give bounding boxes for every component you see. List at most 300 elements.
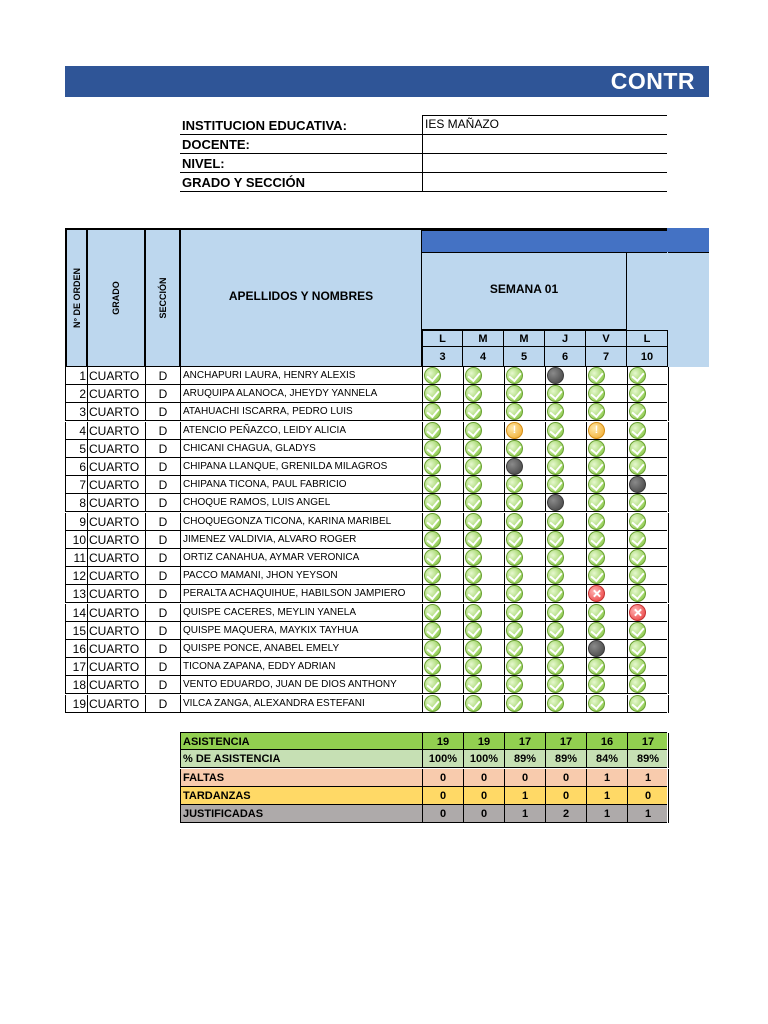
attendance-cell[interactable] [628,531,669,549]
info-label: NIVEL: [180,154,422,173]
attendance-cell[interactable] [423,440,464,458]
check-icon [629,513,646,530]
seccion-cell: D [146,385,181,403]
info-row [180,173,667,192]
grado-cell: CUARTO [88,367,146,385]
order-number: 16 [66,640,88,658]
attendance-cell[interactable] [546,585,587,603]
month-bar [422,228,709,252]
check-icon [465,549,482,566]
semana-cell [422,252,627,330]
attendance-cell[interactable] [587,549,628,567]
info-value[interactable] [422,135,667,154]
attendance-cell[interactable] [546,567,587,585]
check-icon [424,403,441,420]
seccion-cell: D [146,422,181,440]
attendance-cell[interactable] [464,513,505,531]
attendance-cell[interactable] [546,513,587,531]
check-icon [588,403,605,420]
check-icon [547,403,564,420]
day-letter: V [586,330,627,347]
attendance-cell[interactable] [464,585,505,603]
summary-value: 0 [464,787,505,805]
attendance-cell[interactable] [628,622,669,640]
table-row [65,640,667,658]
check-icon [424,640,441,657]
check-icon [465,604,482,621]
check-icon [547,695,564,712]
check-icon [629,658,646,675]
attendance-cell[interactable] [423,658,464,676]
summary-value: 1 [587,769,628,787]
check-icon [506,604,523,621]
day-letter: J [545,330,586,347]
day-letter: L [422,330,463,347]
seccion-cell: D [146,658,181,676]
check-icon [629,640,646,657]
check-icon [506,658,523,675]
summary-value: 1 [505,805,546,823]
attendance-cell[interactable] [587,531,628,549]
attendance-cell[interactable] [587,458,628,476]
check-icon [629,422,646,439]
attendance-cell[interactable] [628,567,669,585]
check-icon [424,458,441,475]
attendance-cell[interactable] [464,385,505,403]
check-icon [424,422,441,439]
check-icon [547,476,564,493]
check-icon [506,549,523,566]
info-value[interactable] [422,154,667,173]
check-icon [465,440,482,457]
attendance-cell[interactable] [628,585,669,603]
attendance-cell[interactable] [628,549,669,567]
check-icon [424,604,441,621]
attendance-cell[interactable] [546,440,587,458]
attendance-cell[interactable] [587,476,628,494]
check-icon [506,531,523,548]
attendance-cell[interactable] [505,585,546,603]
attendance-cell[interactable] [587,658,628,676]
attendance-cell[interactable] [546,385,587,403]
summary-label: JUSTIFICADAS [181,805,423,823]
header-seccion [146,230,181,366]
order-number: 5 [66,440,88,458]
check-icon [424,658,441,675]
check-icon [547,422,564,439]
attendance-cell[interactable] [628,640,669,658]
info-label: INSTITUCION EDUCATIVA: [180,116,422,135]
summary-value: 0 [464,805,505,823]
attendance-cell[interactable] [464,658,505,676]
attendance-cell[interactable] [423,422,464,440]
attendance-cell[interactable] [587,513,628,531]
check-icon [588,676,605,693]
attendance-cell[interactable] [505,403,546,421]
check-icon [424,440,441,457]
check-icon [506,367,523,384]
grado-cell: CUARTO [88,640,146,658]
day-number: 10 [627,347,668,367]
x-icon [588,585,605,602]
summary-label: FALTAS [181,769,423,787]
check-icon [547,513,564,530]
student-name: CHIPANA TICONA, PAUL FABRICIO [181,476,423,494]
order-number: 18 [66,676,88,694]
table-row [65,695,667,713]
check-icon [506,567,523,584]
attendance-cell[interactable] [546,676,587,694]
attendance-cell[interactable] [423,604,464,622]
attendance-cell[interactable] [546,531,587,549]
check-icon [424,549,441,566]
summary-value: 17 [628,733,669,751]
check-icon [629,403,646,420]
summary-value: 100% [464,750,505,768]
attendance-cell[interactable] [546,367,587,385]
student-name: CHOQUE RAMOS, LUIS ANGEL [181,494,423,512]
check-icon [588,622,605,639]
summary-value: 1 [628,769,669,787]
grado-cell: CUARTO [88,476,146,494]
attendance-cell[interactable] [546,422,587,440]
info-label: DOCENTE: [180,135,422,154]
attendance-cell[interactable] [423,403,464,421]
attendance-cell[interactable] [423,385,464,403]
student-name: ANCHAPURI LAURA, HENRY ALEXIS [181,367,423,385]
student-name: PACCO MAMANI, JHON YEYSON [181,567,423,585]
check-icon [629,567,646,584]
attendance-cell[interactable] [464,494,505,512]
table-row [65,604,667,622]
attendance-cell[interactable] [587,422,628,440]
attendance-cell[interactable] [464,403,505,421]
attendance-cell[interactable] [546,458,587,476]
attendance-cell[interactable] [587,367,628,385]
summary-label: TARDANZAS [181,787,423,805]
info-value[interactable]: IES MAÑAZO [422,116,667,135]
grado-cell: CUARTO [88,604,146,622]
attendance-cell[interactable] [546,640,587,658]
attendance-cell[interactable] [505,385,546,403]
summary-row [180,750,667,768]
header-nombres [181,230,422,366]
check-icon [547,385,564,402]
attendance-cell[interactable] [464,367,505,385]
attendance-cell[interactable] [628,476,669,494]
summary-value: 19 [464,733,505,751]
attendance-cell[interactable] [505,422,546,440]
attendance-cell[interactable] [546,476,587,494]
attendance-cell[interactable] [587,494,628,512]
seccion-cell: D [146,531,181,549]
table-row [65,440,667,458]
attendance-cell[interactable] [505,640,546,658]
attendance-cell[interactable] [464,676,505,694]
check-icon [465,367,482,384]
check-icon [588,604,605,621]
header-block [65,228,422,367]
check-icon [547,531,564,548]
check-icon [588,440,605,457]
seccion-cell: D [146,549,181,567]
check-icon [547,676,564,693]
attendance-cell[interactable] [628,658,669,676]
attendance-cell[interactable] [423,695,464,713]
attendance-cell[interactable] [505,604,546,622]
seccion-cell: D [146,676,181,694]
attendance-cell[interactable] [505,622,546,640]
attendance-cell[interactable] [628,385,669,403]
gray-dot-icon [629,476,646,493]
student-name: ATAHUACHI ISCARRA, PEDRO LUIS [181,403,423,421]
attendance-cell[interactable] [628,494,669,512]
seccion-cell: D [146,367,181,385]
attendance-cell[interactable] [587,695,628,713]
attendance-cell[interactable] [587,585,628,603]
attendance-cell[interactable] [628,513,669,531]
check-icon [588,494,605,511]
check-icon [629,549,646,566]
table-row [65,567,667,585]
check-icon [465,640,482,657]
order-number: 14 [66,604,88,622]
attendance-cell[interactable] [423,585,464,603]
attendance-cell[interactable] [546,494,587,512]
attendance-cell[interactable] [546,658,587,676]
check-icon [506,494,523,511]
check-icon [465,531,482,548]
attendance-cell[interactable] [628,367,669,385]
attendance-cell[interactable] [423,549,464,567]
attendance-cell[interactable] [505,695,546,713]
attendance-cell[interactable] [587,604,628,622]
x-icon [629,604,646,621]
grado-cell: CUARTO [88,494,146,512]
check-icon [506,640,523,657]
attendance-cell[interactable] [464,604,505,622]
student-name: CHICANI CHAGUA, GLADYS [181,440,423,458]
attendance-cell[interactable] [628,458,669,476]
summary-value: 1 [628,805,669,823]
attendance-cell[interactable] [587,440,628,458]
student-name: CHIPANA LLANQUE, GRENILDA MILAGROS [181,458,423,476]
summary-value: 100% [423,750,464,768]
day-number: 3 [422,347,463,367]
check-icon [506,585,523,602]
attendance-cell[interactable] [423,367,464,385]
info-row [180,116,667,135]
summary-row [180,769,667,787]
attendance-cell[interactable] [546,622,587,640]
check-icon [465,458,482,475]
attendance-cell[interactable] [464,458,505,476]
attendance-cell[interactable] [423,676,464,694]
attendance-cell[interactable] [546,695,587,713]
attendance-cell[interactable] [505,440,546,458]
table-row [65,585,667,603]
attendance-cell[interactable] [628,440,669,458]
order-number: 4 [66,422,88,440]
check-icon [506,676,523,693]
attendance-cell[interactable] [505,494,546,512]
seccion-cell: D [146,440,181,458]
attendance-cell[interactable] [628,422,669,440]
student-name: QUISPE PONCE, ANABEL EMELY [181,640,423,658]
table-row [65,531,667,549]
grado-cell: CUARTO [88,458,146,476]
check-icon [465,676,482,693]
table-row [65,367,667,385]
grado-cell: CUARTO [88,658,146,676]
order-number: 19 [66,695,88,713]
summary-value: 89% [546,750,587,768]
check-icon [547,640,564,657]
attendance-cell[interactable] [505,367,546,385]
attendance-cell[interactable] [587,567,628,585]
table-row [65,422,667,440]
check-icon [588,513,605,530]
order-number: 9 [66,513,88,531]
grado-cell: CUARTO [88,695,146,713]
info-row [180,135,667,154]
grado-cell: CUARTO [88,549,146,567]
table-row [65,476,667,494]
seccion-cell: D [146,494,181,512]
attendance-cell[interactable] [628,695,669,713]
table-row [65,385,667,403]
attendance-cell[interactable] [423,476,464,494]
grado-cell: CUARTO [88,440,146,458]
seccion-cell: D [146,622,181,640]
attendance-cell[interactable] [464,476,505,494]
check-icon [629,585,646,602]
attendance-cell[interactable] [505,567,546,585]
check-icon [465,695,482,712]
grado-cell: CUARTO [88,622,146,640]
order-number: 1 [66,367,88,385]
order-number: 10 [66,531,88,549]
check-icon [424,622,441,639]
check-icon [465,422,482,439]
order-number: 8 [66,494,88,512]
info-value[interactable] [422,173,667,192]
attendance-cell[interactable] [423,513,464,531]
attendance-cell[interactable] [464,622,505,640]
attendance-cell[interactable] [505,549,546,567]
check-icon [629,385,646,402]
title-bar [65,66,709,97]
attendance-cell[interactable] [505,658,546,676]
check-icon [547,604,564,621]
attendance-cell[interactable] [546,604,587,622]
attendance-cell[interactable] [464,440,505,458]
day-number: 6 [545,347,586,367]
table-row [65,513,667,531]
attendance-cell[interactable] [464,422,505,440]
order-number: 17 [66,658,88,676]
summary-row [180,787,667,805]
check-icon [506,695,523,712]
check-icon [588,476,605,493]
attendance-cell[interactable] [587,385,628,403]
gray-dot-icon [547,494,564,511]
attendance-cell[interactable] [505,458,546,476]
day-letter: L [627,330,668,347]
check-icon [465,403,482,420]
order-number: 15 [66,622,88,640]
attendance-cell[interactable] [505,676,546,694]
day-number: 5 [504,347,545,367]
attendance-cell[interactable] [587,622,628,640]
attendance-cell[interactable] [464,531,505,549]
check-icon [547,622,564,639]
check-icon [547,549,564,566]
attendance-cell[interactable] [505,513,546,531]
info-row [180,154,667,173]
attendance-cell[interactable] [423,567,464,585]
student-name: QUISPE MAQUERA, MAYKIX TAYHUA [181,622,423,640]
table-row [65,549,667,567]
grado-cell: CUARTO [88,403,146,421]
summary-value: 0 [505,769,546,787]
semana-label: SEMANA 01 [489,282,559,296]
check-icon [547,458,564,475]
summary-value: 17 [505,733,546,751]
seccion-cell: D [146,604,181,622]
attendance-cell[interactable] [587,403,628,421]
attendance-cell[interactable] [423,622,464,640]
attendance-cell[interactable] [464,695,505,713]
summary-value: 19 [423,733,464,751]
attendance-cell[interactable] [587,676,628,694]
attendance-cell[interactable] [628,676,669,694]
table-row [65,622,667,640]
attendance-cell[interactable] [423,494,464,512]
attendance-cell[interactable] [464,640,505,658]
attendance-cell[interactable] [505,531,546,549]
check-icon [424,531,441,548]
seccion-cell: D [146,476,181,494]
attendance-cell[interactable] [423,640,464,658]
check-icon [424,567,441,584]
warning-icon [588,422,605,439]
order-number: 12 [66,567,88,585]
summary-value: 0 [546,787,587,805]
attendance-cell[interactable] [423,531,464,549]
check-icon [506,403,523,420]
attendance-cell[interactable] [464,567,505,585]
attendance-cell[interactable] [546,403,587,421]
student-name: ATENCIO PEÑAZCO, LEIDY ALICIA [181,422,423,440]
attendance-cell[interactable] [505,476,546,494]
attendance-cell[interactable] [464,549,505,567]
check-icon [547,567,564,584]
day-letter: M [504,330,545,347]
attendance-cell[interactable] [587,640,628,658]
check-icon [424,494,441,511]
summary-label: % DE ASISTENCIA [181,750,423,768]
student-name: ORTIZ CANAHUA, AYMAR VERONICA [181,549,423,567]
summary-value: 89% [628,750,669,768]
attendance-cell[interactable] [423,458,464,476]
summary-value: 1 [587,787,628,805]
attendance-cell[interactable] [628,604,669,622]
attendance-cell[interactable] [546,549,587,567]
attendance-cell[interactable] [628,403,669,421]
order-number: 11 [66,549,88,567]
check-icon [424,585,441,602]
